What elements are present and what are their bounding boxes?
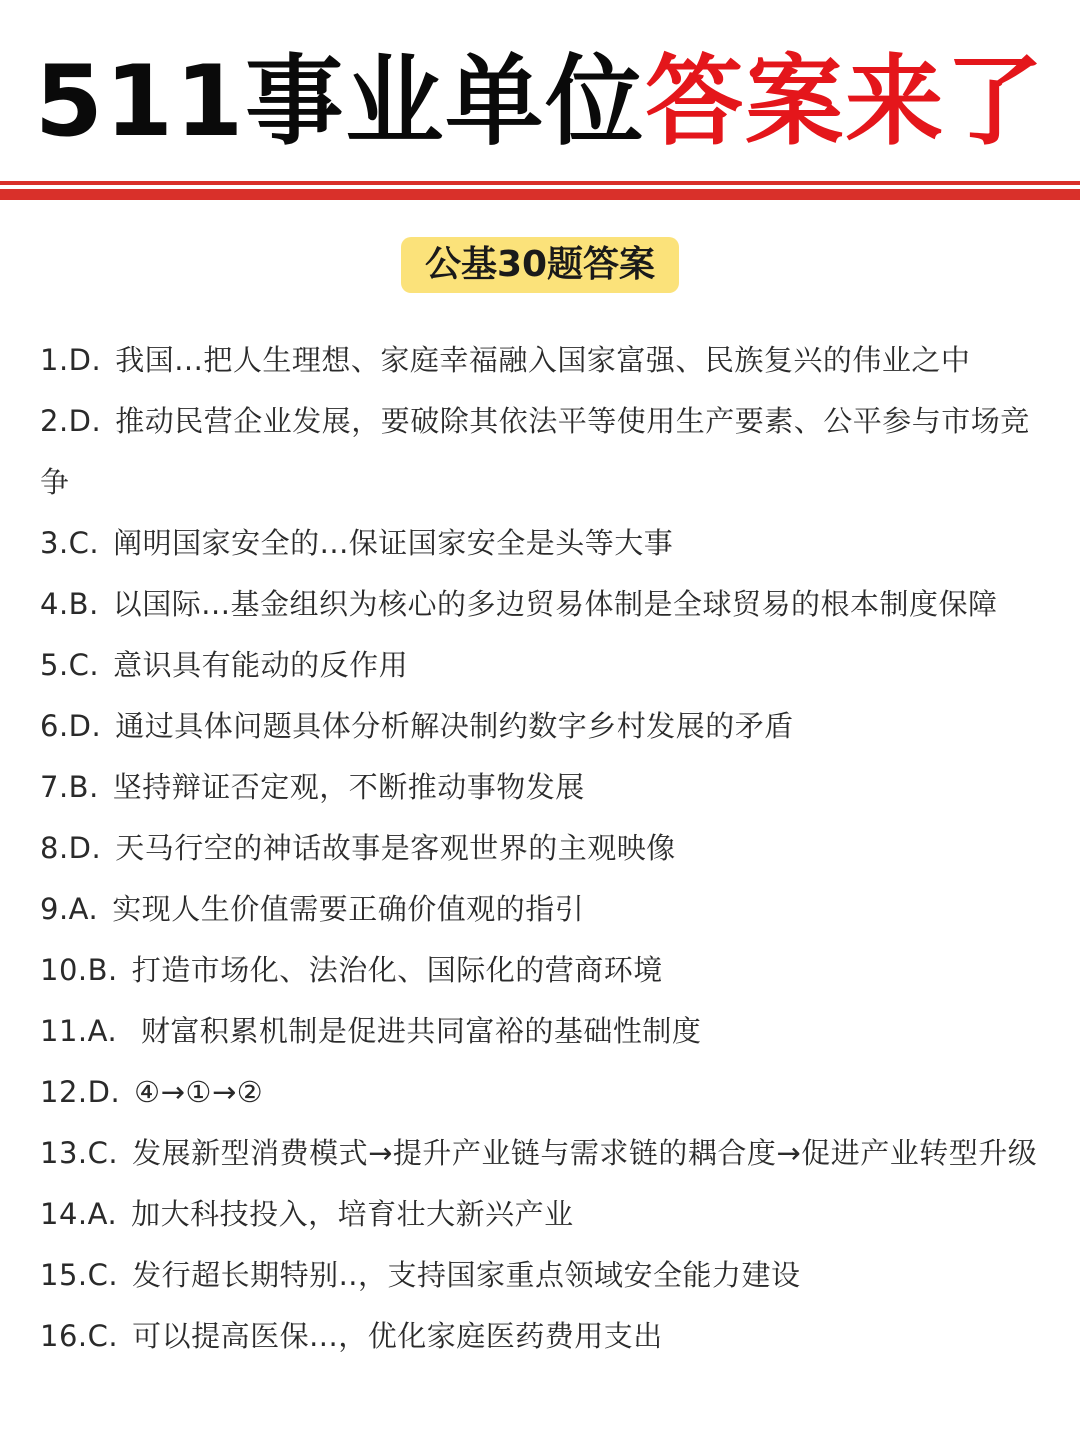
answer-number: 12.D. (40, 1075, 121, 1109)
answer-item (40, 940, 1050, 1001)
answer-text: 天马行空的神话故事是客观世界的主观映像 (115, 831, 676, 865)
answer-list (40, 330, 1050, 1367)
header (0, 0, 1080, 200)
answer-text: 阐明国家安全的...保证国家安全是头等大事 (113, 526, 674, 560)
answer-item (40, 818, 1050, 879)
header-divider-thick (0, 189, 1080, 200)
answer-text: 通过具体问题具体分析解决制约数字乡村发展的矛盾 (115, 709, 794, 743)
answer-text: 发行超长期特别..，支持国家重点领域安全能力建设 (132, 1258, 801, 1292)
answer-text: 坚持辩证否定观，不断推动事物发展 (112, 770, 585, 804)
answer-number: 13.C. (40, 1136, 119, 1170)
answer-number: 5.C. (40, 648, 100, 682)
answer-item (40, 1001, 1050, 1062)
answer-text: 发展新型消费模式→提升产业链与需求链的耦合度→促进产业转型升级 (132, 1136, 1038, 1170)
answer-number: 3.C. (40, 526, 100, 560)
answer-text: 推动民营企业发展，要破除其依法平等使用生产要素、公平参与市场竞争 (40, 404, 1030, 499)
answer-number: 9.A. (40, 892, 99, 926)
header-divider-thin (0, 181, 1080, 185)
answer-item (40, 1062, 1050, 1123)
answer-number: 15.C. (40, 1258, 119, 1292)
answer-text: 加大科技投入，培育壮大新兴产业 (131, 1197, 574, 1231)
answer-text: 以国际...基金组织为核心的多边贸易体制是全球贸易的根本制度保障 (112, 587, 998, 621)
answer-text: 实现人生价值需要正确价值观的指引 (112, 892, 585, 926)
answer-text: 我国...把人生理想、家庭幸福融入国家富强、民族复兴的伟业之中 (115, 343, 971, 377)
answer-text: 财富积累机制是促进共同富裕的基础性制度 (131, 1014, 702, 1048)
answer-item (40, 330, 1050, 391)
answer-item (40, 1306, 1050, 1367)
answer-number: 8.D. (40, 831, 102, 865)
answer-text: 可以提高医保...，优化家庭医药费用支出 (132, 1319, 663, 1353)
answer-item (40, 879, 1050, 940)
page-title (0, 42, 1080, 162)
answer-number: 11.A. (40, 1014, 118, 1048)
answer-number: 4.B. (40, 587, 99, 621)
answer-number: 10.B. (40, 953, 118, 987)
title-red-part: 答案来了 (645, 45, 1046, 159)
answer-text: 打造市场化、法治化、国际化的营商环境 (131, 953, 663, 987)
answer-number: 2.D. (40, 404, 102, 438)
answer-item (40, 696, 1050, 757)
answer-number: 16.C. (40, 1319, 119, 1353)
answer-item (40, 757, 1050, 818)
answer-item (40, 1184, 1050, 1245)
answer-number: 6.D. (40, 709, 102, 743)
section-label: 公基30题答案 (401, 237, 679, 293)
answer-item (40, 574, 1050, 635)
answer-text: 意识具有能动的反作用 (113, 648, 409, 682)
answer-number: 1.D. (40, 343, 102, 377)
answer-item (40, 1245, 1050, 1306)
answer-item (40, 513, 1050, 574)
answer-number: 14.A. (40, 1197, 118, 1231)
answer-item (40, 635, 1050, 696)
answer-number: 7.B. (40, 770, 99, 804)
answer-text: ④→①→② (134, 1075, 264, 1109)
answer-item (40, 1123, 1050, 1184)
answer-item (40, 391, 1050, 513)
title-black-part: 511事业单位 (34, 45, 646, 159)
